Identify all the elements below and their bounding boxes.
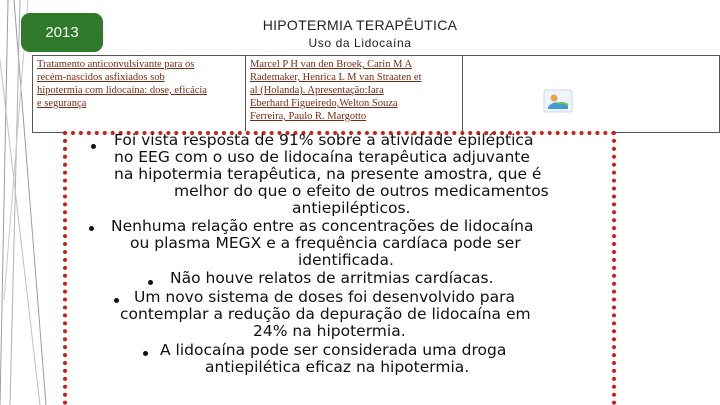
- reference-authors-line: Rademaker, Henrica L M van Straaten et: [250, 72, 422, 83]
- slide-subtitle: Uso da Lidocaína: [308, 36, 412, 50]
- finding-line: Não houve relatos de arritmias cardíacas.: [170, 269, 494, 287]
- finding-line: antiepilépticos.: [292, 199, 411, 217]
- finding-line: melhor do que o efeito de outros medicamentos: [174, 182, 549, 200]
- reference-authors-cell[interactable]: [246, 56, 463, 133]
- finding-line: identificada.: [298, 251, 394, 269]
- reference-topic-cell[interactable]: [33, 56, 246, 133]
- slide-title: HIPOTERMIA TERAPÊUTICA: [262, 17, 458, 33]
- finding-line: antiepilética eficaz na hipotermia.: [205, 358, 470, 376]
- reference-authors-line: Eberhard Figueiredo,Welton Souza: [250, 98, 398, 109]
- bullet-dot: [89, 226, 94, 231]
- year-label: 2013: [45, 24, 79, 41]
- reference-topic-line: e segurança: [37, 98, 87, 109]
- bullet-dot: [91, 144, 96, 149]
- reference-table: [32, 55, 720, 133]
- reference-authors-line: Ferreira, Paulo R. Margotto: [250, 111, 367, 122]
- reference-topic-line: recém-nascidos asfixiados sob: [37, 72, 165, 83]
- document-icon[interactable]: [543, 89, 573, 113]
- year-badge: [21, 13, 103, 52]
- reference-topic-line: hipotermia com lidocaína: dose, eficácia: [37, 85, 207, 96]
- finding-line: Nenhuma relação entre as concentrações de lidocaína: [111, 217, 534, 235]
- reference-icon-cell: [463, 56, 720, 133]
- finding-line: no EEG com o uso de lidocaína terapêutica adjuvante: [114, 148, 530, 166]
- finding-line: 24% na hipotermia.: [253, 322, 406, 340]
- reference-authors-line: Marcel P H van den Broek, Carin M A: [250, 59, 413, 70]
- finding-line: contemplar a redução da depuração de lidocaína em: [120, 305, 531, 323]
- finding-line: Um novo sistema de doses foi desenvolvido para: [134, 288, 515, 306]
- bullet-dot: [143, 351, 148, 356]
- finding-line: ou plasma MEGX e a frequência cardíaca pode ser: [130, 234, 521, 252]
- finding-line: A lidocaína pode ser considerada uma droga: [160, 341, 507, 359]
- finding-line: na hipotermia terapêutica, na presente amostra, que é: [114, 165, 542, 183]
- bullet-dot: [114, 298, 119, 303]
- decor-line: [0, 0, 8, 405]
- bullet-dot: [148, 280, 153, 285]
- finding-line: Foi vista resposta de 91% sobre a atividade epiléptica: [114, 131, 534, 149]
- reference-topic-line: Tratamento anticonvulsivante para os: [37, 59, 195, 70]
- reference-authors-line: al (Holanda). Apresentação:Iara: [250, 85, 384, 96]
